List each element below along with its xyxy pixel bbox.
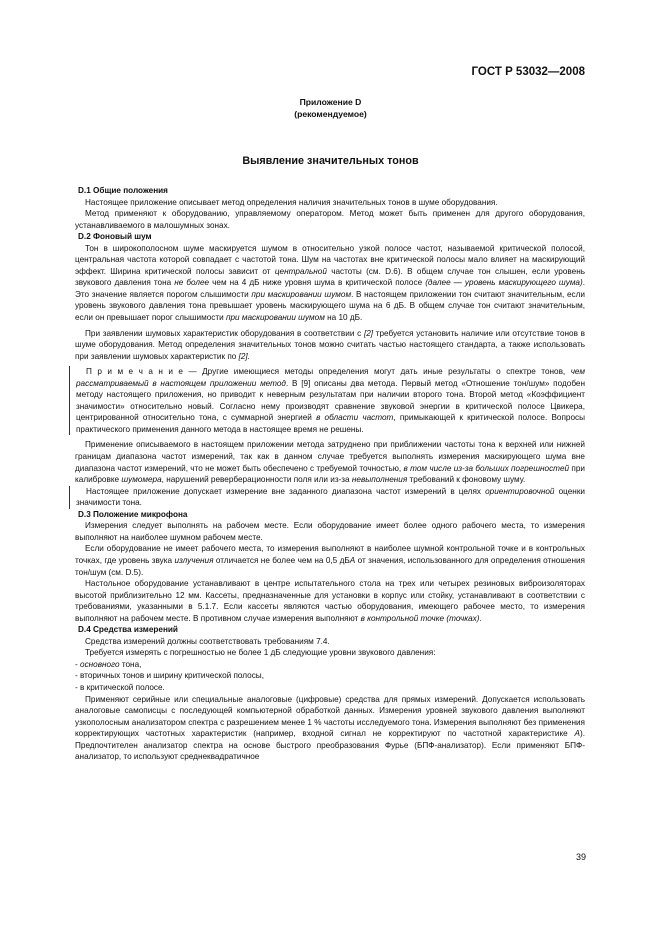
paragraph: При заявлении шумовых характеристик оборудования в соответствии с [2] требуется установить наличие или отсутствие тонов в шуме оборудования. Метод определения значительных тонов можно считать частью настоящего стандарта, а также использовать при заявлении шумовых характеристик по [2]. [75,328,585,361]
paragraph: Применяют серийные или специальные аналоговые (цифровые) средства для прямых измерений. Допускается использовать аналоговые самописцы с последующей компьютерной обработкой данных. Измерения уровней звукового давления выполняют узкополосным анализатором спектра с разрешением менее 1 % частоты исследуемого тона. Измерения выполняют без применения корректирующих частотных характеристик (например, входной сигнал не корректируют по частотной характеристике A). Предпочтителен анализатор спектра на основе быстрого преобразования Фурье (БПФ-анализатор). Если применяют БПФ-анализатор, то используют среднеквадратичное [75,694,585,762]
paragraph: Настоящее приложение допускает измерение вне заданного диапазона частот измерений в целях ориентировочной оценки значимости тона. [69,486,585,509]
paragraph: Настоящее приложение описывает метод определения наличия значительных тонов в шуме оборудования. [85,197,498,207]
appendix-status: (рекомендуемое) [294,109,367,119]
section-heading-d3: D.3 Положение микрофона [78,509,188,519]
paragraph: Настольное оборудование устанавливают в центре испытательного стола на трех или четырех резиновых виброизоляторах высотой приблизительно 12 мм. Кассеты, предназначенные для установки в корпус или стойку, устанавливают в соответствии с требованиями, указанными в 5.1.7. Если кассеты являются частью оборудования, имеющего рабочее место, то измерения выполняют на рабочем месте. В противном случае измерения выполняют в контрольной точке (точках). [75,579,585,623]
paragraph: Измерения следует выполнять на рабочем месте. Если оборудование имеет более одного рабочего места, то измерения выполняют на наиболее шумном рабочем месте. [75,521,585,542]
document-body [75,185,585,763]
page-title: Выявление значительных тонов [242,155,419,167]
list-item: - вторичных тонов и ширину критической полосы, [75,671,264,681]
appendix-heading [0,96,661,120]
paragraph: Применение описываемого в настоящем приложении метода затруднено при приближении частоты тона к верхней или нижней границам диапазона частот измерений, так как в данном случае требуется выполнять измерения маскирующего шума вне диапазона частот измерений, что не может быть обеспечено с требуемой точностью, в том числе из-за больших погрешностей при калибровке шумомера, нарушений реверберационности поля или из-за невыполнения требований к фоновому шуму. [75,440,585,485]
list-item: - в критической полосе. [75,682,165,692]
note-paragraph: П р и м е ч а н и е — Другие имеющиеся методы определения могут дать иные результаты о спектре тонов, чем рассматриваемый в настоящем приложении метод. В [9] описаны два метода. Первый метод «Отношение тон/шум» подобен методу настоящего приложения, но приводит к неверным результатам при наличии второго тона. Второй метод «Коэффициент значимости» относительно новый. Согласно нему производят сравнение звуковой энергии в критической полосе Цвикера, центрированной относительно тона, с суммарной энергией в области частот, примыкающей к критической полосе. Вопросы практического применения данного метода в настоящее время не решены. [69,366,585,435]
paragraph: Средства измерений должны соответствовать требованиям 7.4. [85,636,330,646]
paragraph: Метод применяют к оборудованию, управляемому оператором. Метод может быть применен для другого оборудования, устанавливаемого в малошумных зонах. [75,209,585,230]
paragraph: Требуется измерять с погрешностью не более 1 дБ следующие уровни звукового давления: [85,648,436,658]
appendix-label: Приложение D [299,97,362,107]
section-heading-d2: D.2 Фоновый шум [78,232,152,242]
paragraph: Если оборудование не имеет рабочего места, то измерения выполняют в наиболее шумной контрольной точке и в контрольных точках, где уровень звука излучения отличается не более чем на 0,5 дБA от значения, использованного для определения отношения тон/шум (см. D.5). [75,544,585,577]
section-heading-d1: D.1 Общие положения [78,186,168,195]
page-number: 39 [575,852,586,862]
section-heading-d4: D.4 Средства измерений [78,625,178,635]
list-item: - основного тона, [75,659,142,669]
standard-header: ГОСТ Р 53032—2008 [471,66,585,78]
paragraph: Тон в широкополосном шуме маскируется шумом в относительно узкой полосе частот, называемой критической полосой, центральная частота которой совпадает с частотой тона. Шум на частотах вне критической полосы мало влияет на маскирующий эффект. Ширина критической полосы зависит от центральной частоты (см. D.6). В общем случае тон слышен, если уровень звукового давления тона не более чем на 4 дБ ниже уровня шума в критической полосе (далее — уровень маскирующего шума). Это значение является порогом слышимости при маскировании шумом. В настоящем приложении тон считают значительным, если уровень звукового давления тона превышает уровень маскирующего шума на 6 дБ. В общем случае тон считают значительным, если он превышает порог слышимости при маскировании шумом на 10 дБ. [75,243,585,323]
